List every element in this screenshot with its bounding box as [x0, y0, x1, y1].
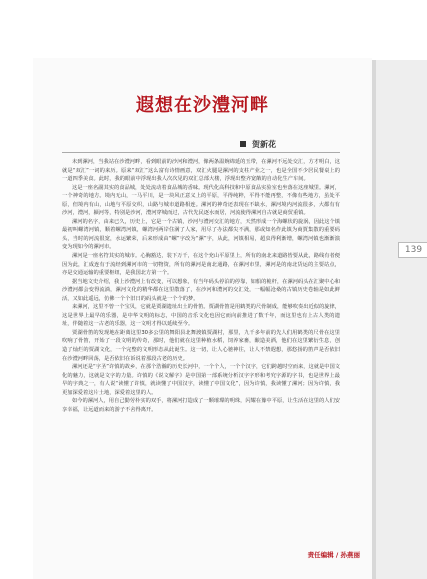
top-background [0, 0, 427, 58]
article-body [62, 158, 340, 528]
page-number: 139 [398, 242, 427, 258]
paragraph: 据当地文史介绍，我上沙澧河上有改变，可以想象，有当年码头停泊的停靠，如船的桅杆，在漯河码头在汇聚中心和沙澧河都会变得流淌，漯河文化的精华都在这里散落了，在沙河和澧河的交汇处，一幅幅沧桑的古镇历史卷轴是如此鲜活，又如此遥远，仿佛一个个旧日的码头就是一个个的梦。 [62, 278, 340, 302]
paragraph: 未到漯河，当我站在沙澧河畔，看到眼前的沙河和澧河，像两条温婉绵延的玉带，在漯河不远处交汇，方才明白，这就是“双汇”一词的来历。原来“双汇”这么富有诗情画意，双汇火腿是漯河的支柱产业之一，也是全国不少居民餐桌上的一道四季美食。此时，我的眼前中浮现出我人次次见的双汇总部大楼，浮现出整齐宽敞的自动化生产车间。 [62, 159, 340, 183]
responsible-editor: 责任编辑 / 孙燕丽 [307, 551, 360, 559]
author-name: 贺新花 [252, 139, 276, 149]
paragraph: 贾湖骨笛的发现地在距离这里30多公里的舞阳县北舞渡镇贾湖村，那里，九千多年前的先人们用鹤类的尺骨在这里吹响了骨笛，开始了一段文明的传奇，那时，他们就在这里种植水稻，饲养家畜，酿造美酒，他们在这里繁衍生息，创造了灿烂的贾湖文化，一个完整的文明形态从此诞生。这一切，让人心驰神往，让人不禁遐想，那悠扬的笛声是否依旧在沙澧河畔回荡，是否依旧在诉说着那段古老的历史。 [62, 329, 340, 362]
square-bullet-icon [240, 141, 246, 147]
paragraph: 来漯河，这里不曾一个宝贝，它就是贾湖遗址出土的骨笛。贾湖骨笛是用鹤类的尺骨制成，能够吹奏出近似的旋律，这是世界上最早的乐器，是中华文明的标志，中国的音乐文化也因它而向前推进了数千年，而这里也有上古人类的遗址，伴随着这一古老的乐器，这一文明才得以延续至今。 [62, 304, 340, 328]
article-title: 遐想在沙澧河畔 [136, 95, 269, 116]
paragraph: 漯河还是“字圣”许慎的故乡，在那个浩瀚的历史长河中，一个个人，一个个汉字，它们跨越时空而来，这就是中国文化的魅力，这就是文字的力量。许慎的《说文解字》是中国第一部系统分析汉字字形和考究字源的字书，也是世界上最早的字典之一，有人说“读懂了许慎，就读懂了中国汉字，读懂了中国文化”，因为许慎，我读懂了漯河；因为许慎，我更加深爱着这片土地，深爱着这里的人。 [62, 364, 340, 396]
title-divider [62, 152, 340, 153]
paragraph: 如今的漯河人，用自己勤劳朴实的双手，将漯河打造成了一颗璀璨的明珠，闪耀在豫中平原，让生活在这里的人们安享幸福，让远道而来的游子不舍得离开。 [62, 398, 340, 413]
author-byline [240, 138, 276, 150]
side-margin-bar [376, 60, 427, 579]
paragraph: 这是一座名副其实的食品城，处处流动着食品城的香味。现代化高科技和中原食品实验室也坐落在这座城里。漯河，一个神奇的地方。境内无山，一马平川，是一块风正意义上的平原，平得纯粹，平得不能再整，不像有些地方，虽处平原，但境内有山，山地与平原交织，山路与城市道路相连。漯河的神奇还表现在不缺水，漯河境内河流很多，大都有有沙河，澧河，颍河等，特别是沙河，澧河穿城而过，古代先民逐水而居，河流使得漯河自古就是商贸重镇。 [62, 184, 340, 217]
paragraph: 漯河是一座名符其实的城市。心胸豁达，装下万千，在这个充山平原里上，所有的南北来道路皆要从此，路线有者便因为此，汇成连有于流经到漯河市的一切物资，所有的漯河是南北通路，在漯河市里，漯河是的南北货运的主要站点，亦是交通运输的重要枢纽，是我国北方第一个。 [62, 253, 340, 277]
paragraph: 漯河的名字，由来已久，历史上，它是一个古镇，沙河与澧河交汇的地方，天然形成一个海螺状的旋涡，因此这个镇最初叫螺湾河镇，顺着螺湾河镇，螺湾河两岸住满了人家，用尽了办法都尖不满，那或知名作此镇为商賈集散的重要码头，当时的河流很宽，水运繁荣，后来形成由“螺”字改为“漯”字，从此，河镇相易，超虫得利渐增，螺湾河镇也渐渐演变为现如今的漯河市。 [62, 218, 340, 251]
